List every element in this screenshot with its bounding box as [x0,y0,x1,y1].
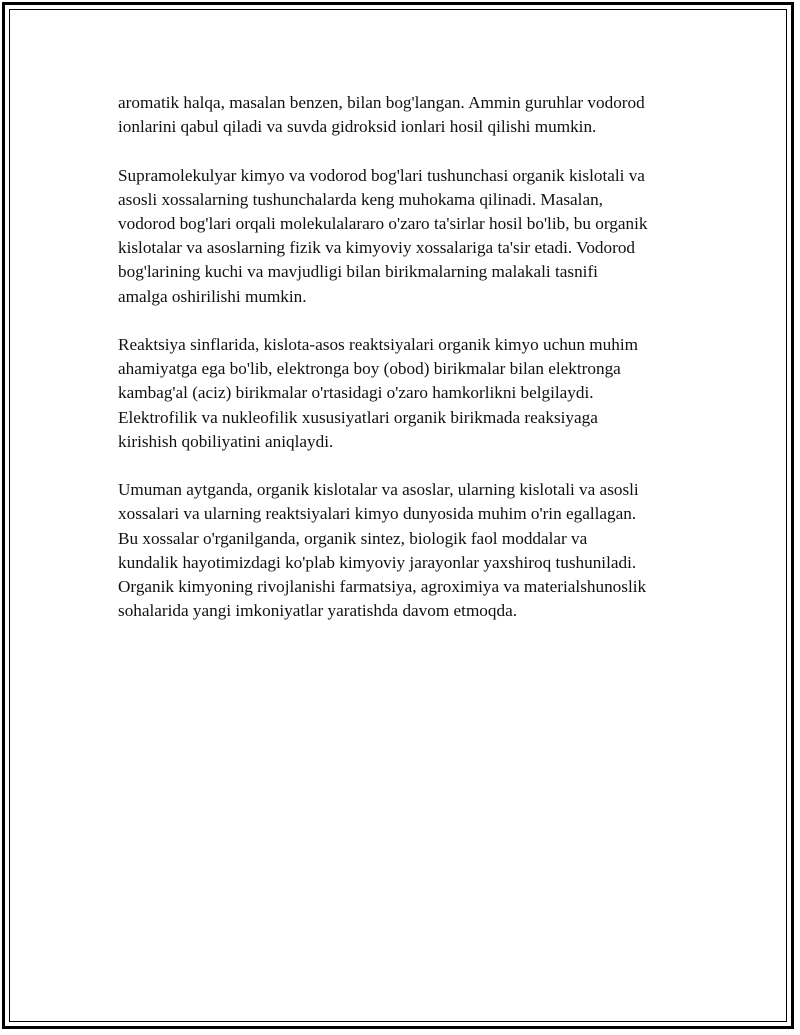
paragraph-reaction-classes: Reaktsiya sinflarida, kislota-asos reaktsiyalari organik kimyo uchun muhim ahamiyatga ega bo'lib, elektronga boy (obod) birikmalar bilan elektronga kambag'al (aciz) birikmalar o'rtasidagi o'zaro hamkorlikni belgilaydi. Elektrofilik va nukleofilik xususiyatlari organik birikmada reaksiyaga kirishish qobiliyatini aniqlaydi. [118,335,638,451]
paragraph-amine-groups: aromatik halqa, masalan benzen, bilan bog'langan. Ammin guruhlar vodorod ionlarini qabul qiladi va suvda gidroksid ionlari hosil qilishi mumkin. [118,93,645,137]
paragraph-conclusion: Umuman aytganda, organik kislotalar va asoslar, ularning kislotali va asosli xossalari va ularning reaktsiyalari kimyo dunyosida muhim o'rin egallagan. Bu xossalar o'rganilganda, organik sintez, biologik faol moddalar va kundalik hayotimizdagi ko'plab kimyoviy jarayonlar yaxshiroq tushuniladi. Organik kimyoning rivojlanishi farmatsiya, agroximiya va materialshunoslik sohalarida yangi imkoniyatlar yaratishda davom etmoqda. [118,480,647,621]
paragraph-hydrogen-bonds: Supramolekulyar kimyo va vodorod bog'lari tushunchasi organik kislotali va asosli xossalarning tushunchalarda keng muhokama qilinadi. Masalan, vodorod bog'lari orqali molekulalararo o'zaro ta'sirlar hosil bo'lib, bu organik kislotalar va asoslarning fizik va kimyoviy xossalariga ta'sir etadi. Vodorod bog'larining kuchi va mavjudligi bilan birikmalarning malakali tasnifi amalga oshirilishi mumkin. [118,165,648,306]
document-body [118,91,718,648]
